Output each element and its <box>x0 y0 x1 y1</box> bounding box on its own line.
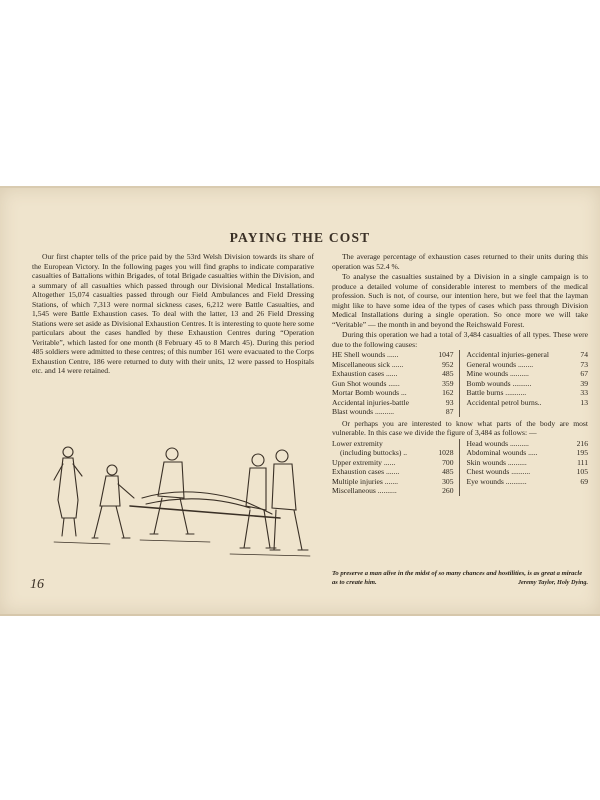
body-parts-table <box>332 439 588 496</box>
causes-right-column <box>460 350 589 417</box>
quote-attribution: Jeremy Taylor, Holy Dying. <box>517 578 588 586</box>
left-column <box>32 252 314 377</box>
body-left-column <box>332 439 460 496</box>
table-row: HE Shell wounds ...... 1047 <box>332 350 454 359</box>
table-row: Mine wounds .......... 67 <box>466 369 588 378</box>
table-row: General wounds ........ 73 <box>466 359 588 369</box>
table-row: Exhaustion cases ...... 485 <box>332 369 454 378</box>
quote-text: To preserve a man alive in the midst of so many chances and hostilities, is as great a miracle as to create him. <box>332 570 583 586</box>
table-row: Skin wounds .......... 111 <box>466 457 588 467</box>
table-row: Miscellaneous .......... 260 <box>332 486 454 495</box>
table-row: Exhaustion cases ....... 485 <box>332 467 454 476</box>
body-right-column <box>460 439 589 496</box>
table-row: Multiple injuries ....... 305 <box>332 476 454 486</box>
table-row: Eye wounds ........... 69 <box>466 476 588 486</box>
right-column <box>332 252 588 498</box>
table-row: Mortar Bomb wounds ... 162 <box>332 388 454 397</box>
table-row: Gun Shot wounds ...... 359 <box>332 378 454 388</box>
page-title: PAYING THE COST <box>229 230 371 245</box>
table-row: Lower extremity <box>332 438 383 448</box>
table-row: Bomb wounds .......... 39 <box>466 378 588 388</box>
table-row: Accidental injuries-general 74 <box>466 350 588 359</box>
table-row: Miscellaneous sick ...... 952 <box>332 359 454 369</box>
closing-quote <box>332 570 588 587</box>
page-number: 16 <box>30 577 44 592</box>
table-row: Abdominal wounds ..... 195 <box>466 448 588 457</box>
stretcher-bearers-sketch <box>50 440 312 568</box>
table-row: Accidental petrol burns.. 13 <box>466 397 588 407</box>
book-page <box>0 186 600 616</box>
right-paragraph-3: During this operation we had a total of 3,484 casualties of all types. These were due to the following causes: <box>332 330 588 349</box>
table-row: Blast wounds .......... 87 <box>332 407 454 416</box>
table-row: Upper extremity ...... 700 <box>332 457 454 467</box>
table-row: Chest wounds .......... 105 <box>466 467 588 476</box>
left-paragraph: Our first chapter tells of the price paid by the 53rd Welsh Division towards its share of the European Victory. In the following pages you will find graphs to indicate comparative casualties of Battalions within Brigades, of total Brigade casualties within the Division, and a summary of all casualties which passed through our Divisional Medical Installations. Altogether 15,074 casualties passed through our Field Ambulances and Field Dressing Stations, of which 7,313 were normal sickness cases, 6,212 were Battle Casualties, and 1,545 were Battle Exhaustion cases. To deal with the latter, 13 and 26 Field Dressing Stations were set aside as Divisional Exhaustion Centres. It is interesting to quote here some particulars about the cases handled by these Exhaustion Centres during “Operation Veritable”, which lasted for one month (8 February 45 to 8 March 45). During this period 485 soldiers were admitted to these centres; of this number 161 were evacuated to the Corps Exhaustion Centre, 186 were returned to duty with their units, 12 were passed to Hospitals etc. and 14 were retained. <box>32 252 314 375</box>
causes-left-column <box>332 350 460 417</box>
right-paragraph-1: The average percentage of exhaustion cases returned to their units during this operation was 52.4 %. <box>332 252 588 271</box>
table-row: Accidental injuries-battle 93 <box>332 397 454 407</box>
table-row: Battle burns ........... 33 <box>466 388 588 397</box>
right-paragraph-2: To analyse the casualties sustained by a Division in a single campaign is to produce a detailed volume of considerable interest to members of the medical profession. Such is not, of course, our intention here, but we feel that the layman might like to have some idea of the types of cases which pass through Division Medical Installations during a single operation. So once more we will take “Veritable” — the month in and beyond the Reichswald Forest. <box>332 272 588 329</box>
causes-table <box>332 350 588 417</box>
table-row: Head wounds .......... 216 <box>466 438 588 448</box>
table-row: (including buttocks) .. 1028 <box>340 448 454 457</box>
right-paragraph-4: Or perhaps you are interested to know what parts of the body are most vulnerable. In this case we divide the figure of 3,484 as follows: — <box>332 418 588 437</box>
